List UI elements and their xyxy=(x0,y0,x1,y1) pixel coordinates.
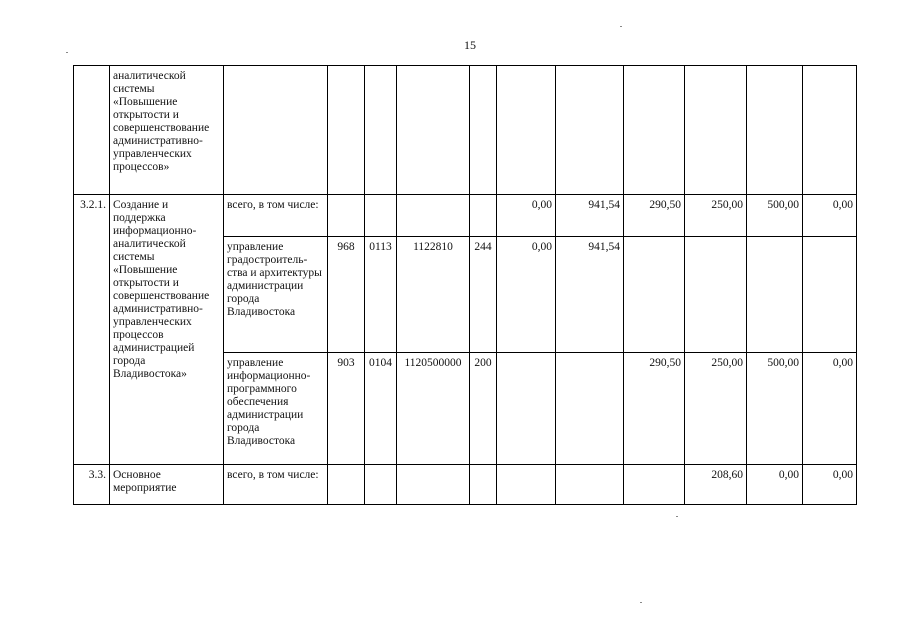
table-row xyxy=(74,66,857,195)
rzpr-cell xyxy=(365,465,397,505)
row-name-cell: Создание и поддержка информационно-аналитической системы «Повышение открытости и совершенствование административно-управленческих процессов администрацией города Владивостока» xyxy=(110,195,224,465)
value-cell: 941,54 xyxy=(556,195,624,237)
grbs-cell xyxy=(328,465,365,505)
grbs-cell xyxy=(328,66,365,195)
vr-cell xyxy=(470,195,497,237)
budget-table xyxy=(73,65,857,505)
scan-speck xyxy=(676,516,678,517)
value-cell: 0,00 xyxy=(803,195,857,237)
row-name-cell: аналитической системы «Повышение открытости и совершенствование административно-управленческих процессов» xyxy=(110,66,224,195)
value-cell: 290,50 xyxy=(624,353,685,465)
table-row xyxy=(74,465,857,505)
value-cell xyxy=(685,237,747,353)
value-cell: 0,00 xyxy=(803,353,857,465)
value-cell xyxy=(497,353,556,465)
value-cell xyxy=(556,66,624,195)
value-cell: 250,00 xyxy=(685,353,747,465)
value-cell xyxy=(497,465,556,505)
table-row xyxy=(74,195,857,237)
value-cell: 500,00 xyxy=(747,353,803,465)
row-id-cell xyxy=(74,66,110,195)
csr-cell: 1122810 xyxy=(397,237,470,353)
value-cell: 208,60 xyxy=(685,465,747,505)
row-executor-cell: управление градостроитель-ства и архитектуры администрации города Владивостока xyxy=(224,237,328,353)
value-cell: 0,00 xyxy=(497,237,556,353)
value-cell: 0,00 xyxy=(497,195,556,237)
row-executor-cell xyxy=(224,66,328,195)
value-cell xyxy=(803,237,857,353)
value-cell: 290,50 xyxy=(624,195,685,237)
grbs-cell xyxy=(328,195,365,237)
vr-cell xyxy=(470,465,497,505)
value-cell: 941,54 xyxy=(556,237,624,353)
value-cell xyxy=(803,66,857,195)
row-executor-cell: всего, в том числе: xyxy=(224,465,328,505)
rzpr-cell xyxy=(365,195,397,237)
row-name-cell: Основное мероприятие xyxy=(110,465,224,505)
value-cell: 0,00 xyxy=(747,465,803,505)
value-cell xyxy=(624,465,685,505)
grbs-cell: 903 xyxy=(328,353,365,465)
rzpr-cell: 0113 xyxy=(365,237,397,353)
row-id-cell: 3.3. xyxy=(74,465,110,505)
value-cell xyxy=(497,66,556,195)
vr-cell: 200 xyxy=(470,353,497,465)
scan-speck xyxy=(620,26,622,27)
grbs-cell: 968 xyxy=(328,237,365,353)
value-cell xyxy=(556,465,624,505)
value-cell xyxy=(747,237,803,353)
row-executor-cell: всего, в том числе: xyxy=(224,195,328,237)
vr-cell xyxy=(470,66,497,195)
csr-cell xyxy=(397,465,470,505)
value-cell xyxy=(747,66,803,195)
value-cell xyxy=(556,353,624,465)
csr-cell xyxy=(397,66,470,195)
value-cell: 500,00 xyxy=(747,195,803,237)
value-cell xyxy=(685,66,747,195)
csr-cell xyxy=(397,195,470,237)
value-cell: 0,00 xyxy=(803,465,857,505)
vr-cell: 244 xyxy=(470,237,497,353)
scan-speck xyxy=(640,602,642,603)
csr-cell: 1120500000 xyxy=(397,353,470,465)
value-cell xyxy=(624,237,685,353)
rzpr-cell xyxy=(365,66,397,195)
value-cell xyxy=(624,66,685,195)
page-number: 15 xyxy=(464,38,476,52)
row-id-cell: 3.2.1. xyxy=(74,195,110,465)
scan-speck xyxy=(66,52,68,53)
row-executor-cell: управление информационно-программного обеспечения администрации города Владивостока xyxy=(224,353,328,465)
rzpr-cell: 0104 xyxy=(365,353,397,465)
value-cell: 250,00 xyxy=(685,195,747,237)
